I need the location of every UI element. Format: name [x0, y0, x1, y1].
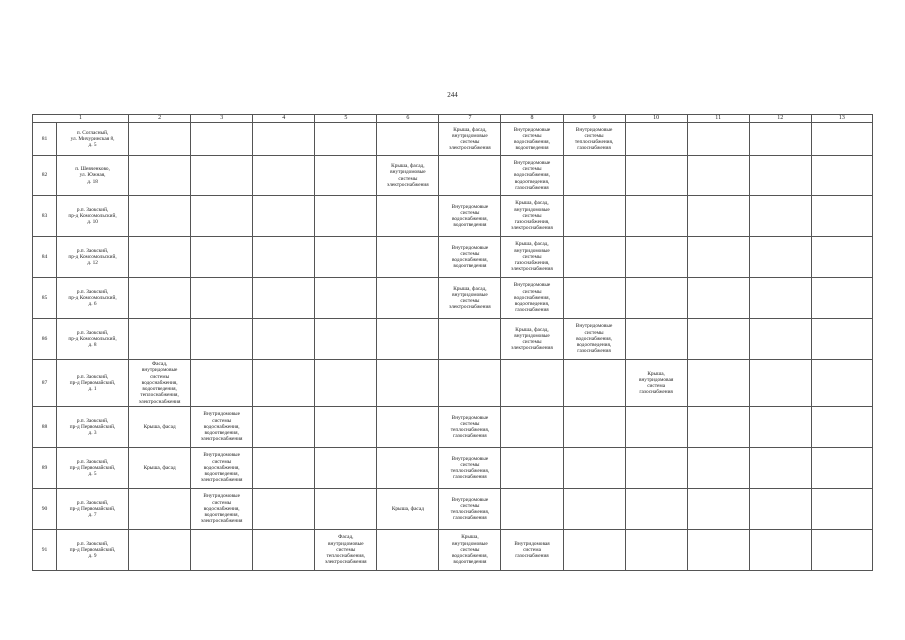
work-cell-col-12: [749, 319, 811, 360]
work-cell-col-10: [625, 448, 687, 489]
table-row: [33, 156, 873, 196]
row-number: 86: [33, 319, 57, 360]
work-cell-col-9: Внутридомовые системы водоснабжения, водоотведения, газоснабжения: [563, 319, 625, 360]
work-cell-col-12: [749, 407, 811, 448]
address-cell: р.п. Заокский, пр-д Комсомольский, д. 10: [57, 196, 129, 237]
work-cell-col-7: [439, 156, 501, 196]
column-header-2: 2: [129, 115, 191, 123]
work-cell-col-4: [253, 319, 315, 360]
work-cell-col-5: [315, 319, 377, 360]
column-header-3: 3: [191, 115, 253, 123]
column-header-7: 7: [439, 115, 501, 123]
address-cell: р.п. Заокский, пр-д Комсомольский, д. 6: [57, 278, 129, 319]
row-number: 84: [33, 237, 57, 278]
work-cell-col-12: [749, 530, 811, 571]
work-cell-col-11: [687, 156, 749, 196]
work-cell-col-4: [253, 237, 315, 278]
work-cell-col-12: [749, 360, 811, 407]
work-cell-col-2: Фасад, внутридомовые системы водоснабжения, водоотведения, теплоснабжения, электроснабжения: [129, 360, 191, 407]
work-cell-col-8: Внутридомовые системы водоснабжения, водоотведения, газоснабжения: [501, 156, 563, 196]
table-body: [33, 123, 873, 571]
row-number: 82: [33, 156, 57, 196]
work-cell-col-6: [377, 448, 439, 489]
row-number: 88: [33, 407, 57, 448]
work-cell-col-7: [439, 319, 501, 360]
work-cell-col-8: [501, 448, 563, 489]
work-cell-col-5: [315, 489, 377, 530]
work-cell-col-13: [811, 407, 872, 448]
work-cell-col-6: [377, 319, 439, 360]
work-cell-col-9: [563, 156, 625, 196]
column-header-10: 10: [625, 115, 687, 123]
work-cell-col-6: [377, 123, 439, 156]
work-cell-col-7: Внутридомовые системы водоснабжения, водоотведения: [439, 237, 501, 278]
work-cell-col-13: [811, 448, 872, 489]
work-cell-col-10: [625, 489, 687, 530]
row-number: 85: [33, 278, 57, 319]
work-cell-col-11: [687, 237, 749, 278]
work-cell-col-10: [625, 407, 687, 448]
work-cell-col-3: [191, 123, 253, 156]
work-cell-col-3: [191, 530, 253, 571]
work-cell-col-6: Крыша, фасад, внутридомовые системы электроснабжения: [377, 156, 439, 196]
work-cell-col-3: [191, 319, 253, 360]
work-cell-col-5: [315, 123, 377, 156]
work-cell-col-3: [191, 278, 253, 319]
address-cell: п. Согласный, ул. Мичуринская 8, д. 5: [57, 123, 129, 156]
work-cell-col-13: [811, 278, 872, 319]
work-cell-col-2: [129, 123, 191, 156]
work-cell-col-4: [253, 278, 315, 319]
row-number: 81: [33, 123, 57, 156]
work-cell-col-4: [253, 360, 315, 407]
work-cell-col-2: [129, 530, 191, 571]
row-number: 90: [33, 489, 57, 530]
work-cell-col-7: Внутридомовые системы теплоснабжения, газоснабжения: [439, 448, 501, 489]
work-cell-col-8: Крыша, фасад, внутридомовые системы электроснабжения: [501, 319, 563, 360]
work-cell-col-8: [501, 489, 563, 530]
work-cell-col-5: [315, 278, 377, 319]
work-cell-col-2: [129, 156, 191, 196]
work-cell-col-10: [625, 237, 687, 278]
work-cell-col-3: [191, 196, 253, 237]
address-cell: п. Шевченково, ул. Южная, д. 18: [57, 156, 129, 196]
work-cell-col-6: [377, 196, 439, 237]
address-cell: р.п. Заокский, пр-д Первомайский, д. 7: [57, 489, 129, 530]
work-cell-col-13: [811, 319, 872, 360]
work-cell-col-7: Внутридомовые системы водоснабжения, водоотведения: [439, 196, 501, 237]
table-row: [33, 278, 873, 319]
work-cell-col-6: [377, 237, 439, 278]
work-cell-col-13: [811, 489, 872, 530]
work-cell-col-10: [625, 319, 687, 360]
address-cell: р.п. Заокский, пр-д Первомайский, д. 9: [57, 530, 129, 571]
work-cell-col-8: Внутридомовые системы водоснабжения, водоотведения, газоснабжения: [501, 278, 563, 319]
work-cell-col-11: [687, 319, 749, 360]
work-cell-col-2: [129, 319, 191, 360]
work-cell-col-7: Крыша, фасад, внутридомовые системы электроснабжения: [439, 278, 501, 319]
work-cell-col-4: [253, 489, 315, 530]
table-row: [33, 237, 873, 278]
table-row: [33, 123, 873, 156]
work-cell-col-5: [315, 237, 377, 278]
table-row: [33, 489, 873, 530]
table-row: [33, 448, 873, 489]
work-cell-col-10: [625, 196, 687, 237]
table-row: [33, 360, 873, 407]
column-header-4: 4: [253, 115, 315, 123]
work-cell-col-2: [129, 196, 191, 237]
work-cell-col-8: [501, 360, 563, 407]
work-cell-col-2: [129, 489, 191, 530]
work-cell-col-6: [377, 407, 439, 448]
work-cell-col-2: Крыша, фасад: [129, 448, 191, 489]
work-cell-col-2: [129, 237, 191, 278]
work-cell-col-4: [253, 196, 315, 237]
work-cell-col-5: [315, 448, 377, 489]
work-cell-col-11: [687, 196, 749, 237]
work-cell-col-6: Крыша, фасад: [377, 489, 439, 530]
work-cell-col-3: [191, 237, 253, 278]
work-cell-col-10: [625, 123, 687, 156]
work-cell-col-3: Внутридомовые системы водоснабжения, водоотведения, электроснабжения: [191, 407, 253, 448]
table-row: [33, 196, 873, 237]
work-cell-col-9: [563, 448, 625, 489]
work-cell-col-6: [377, 278, 439, 319]
work-cell-col-12: [749, 196, 811, 237]
work-cell-col-3: [191, 156, 253, 196]
work-cell-col-5: [315, 407, 377, 448]
table-row: [33, 407, 873, 448]
repair-schedule-table: [32, 114, 873, 571]
work-cell-col-12: [749, 156, 811, 196]
work-cell-col-12: [749, 489, 811, 530]
work-cell-col-9: [563, 278, 625, 319]
work-cell-col-13: [811, 156, 872, 196]
work-cell-col-10: [625, 530, 687, 571]
work-cell-col-4: [253, 156, 315, 196]
work-cell-col-9: [563, 530, 625, 571]
work-cell-col-3: Внутридомовые системы водоснабжения, водоотведения, электроснабжения: [191, 448, 253, 489]
work-cell-col-4: [253, 407, 315, 448]
work-cell-col-5: [315, 360, 377, 407]
work-cell-col-6: [377, 530, 439, 571]
work-cell-col-9: [563, 489, 625, 530]
work-cell-col-9: [563, 407, 625, 448]
column-header-12: 12: [749, 115, 811, 123]
work-cell-col-13: [811, 123, 872, 156]
work-cell-col-10: [625, 278, 687, 319]
work-cell-col-6: [377, 360, 439, 407]
work-cell-col-4: [253, 123, 315, 156]
work-cell-col-9: [563, 196, 625, 237]
work-cell-col-7: [439, 360, 501, 407]
column-header-5: 5: [315, 115, 377, 123]
address-cell: р.п. Заокский, пр-д Комсомольский, д. 12: [57, 237, 129, 278]
row-number: 89: [33, 448, 57, 489]
work-cell-col-12: [749, 448, 811, 489]
work-cell-col-8: Внутридомовые системы водоснабжения, водоотведения: [501, 123, 563, 156]
row-number: 83: [33, 196, 57, 237]
work-cell-col-8: Крыша, фасад, внутридомовые системы газоснабжения, электроснабжения: [501, 237, 563, 278]
column-header-6: 6: [377, 115, 439, 123]
work-cell-col-9: [563, 360, 625, 407]
work-cell-col-11: [687, 489, 749, 530]
work-cell-col-12: [749, 237, 811, 278]
column-header-8: 8: [501, 115, 563, 123]
table-row: [33, 319, 873, 360]
row-number: 87: [33, 360, 57, 407]
work-cell-col-8: [501, 407, 563, 448]
work-cell-col-9: [563, 237, 625, 278]
work-cell-col-12: [749, 278, 811, 319]
address-cell: р.п. Заокский, пр-д Первомайский, д. 3: [57, 407, 129, 448]
work-cell-col-12: [749, 123, 811, 156]
work-cell-col-4: [253, 448, 315, 489]
work-cell-col-11: [687, 360, 749, 407]
column-header-1: 1: [33, 115, 129, 123]
work-cell-col-5: [315, 196, 377, 237]
work-cell-col-11: [687, 278, 749, 319]
work-cell-col-10: [625, 156, 687, 196]
work-cell-col-5: [315, 156, 377, 196]
work-cell-col-13: [811, 196, 872, 237]
page-number: 244: [447, 91, 458, 99]
work-cell-col-2: Крыша, фасад: [129, 407, 191, 448]
column-header-13: 13: [811, 115, 872, 123]
work-cell-col-2: [129, 278, 191, 319]
work-cell-col-3: [191, 360, 253, 407]
work-cell-col-11: [687, 123, 749, 156]
work-cell-col-7: Крыша, внутридомовые системы водоснабжения, водоотведения: [439, 530, 501, 571]
work-cell-col-11: [687, 407, 749, 448]
work-cell-col-10: Крыша, внутридомовая система газоснабжения: [625, 360, 687, 407]
column-header-11: 11: [687, 115, 749, 123]
work-cell-col-9: Внутридомовые системы теплоснабжения, газоснабжения: [563, 123, 625, 156]
work-cell-col-7: Внутридомовые системы теплоснабжения, газоснабжения: [439, 407, 501, 448]
work-cell-col-3: Внутридомовые системы водоснабжения, водоотведения, электроснабжения: [191, 489, 253, 530]
address-cell: р.п. Заокский, пр-д Комсомольский, д. 8: [57, 319, 129, 360]
work-cell-col-7: Крыша, фасад, внутридомовые системы электроснабжения: [439, 123, 501, 156]
column-header-9: 9: [563, 115, 625, 123]
work-cell-col-4: [253, 530, 315, 571]
work-cell-col-5: Фасад, внутридомовые системы теплоснабжения, электроснабжения: [315, 530, 377, 571]
work-cell-col-8: Крыша, фасад, внутридомовые системы газоснабжения, электроснабжения: [501, 196, 563, 237]
address-cell: р.п. Заокский, пр-д Первомайский, д. 1: [57, 360, 129, 407]
work-cell-col-8: Внутридомовая система газоснабжения: [501, 530, 563, 571]
work-cell-col-13: [811, 237, 872, 278]
work-cell-col-13: [811, 360, 872, 407]
work-cell-col-11: [687, 448, 749, 489]
work-cell-col-7: Внутридомовые системы теплоснабжения, газоснабжения: [439, 489, 501, 530]
work-cell-col-13: [811, 530, 872, 571]
table-row: [33, 530, 873, 571]
work-cell-col-11: [687, 530, 749, 571]
header-row: [33, 115, 873, 123]
address-cell: р.п. Заокский, пр-д Первомайский, д. 5: [57, 448, 129, 489]
row-number: 91: [33, 530, 57, 571]
